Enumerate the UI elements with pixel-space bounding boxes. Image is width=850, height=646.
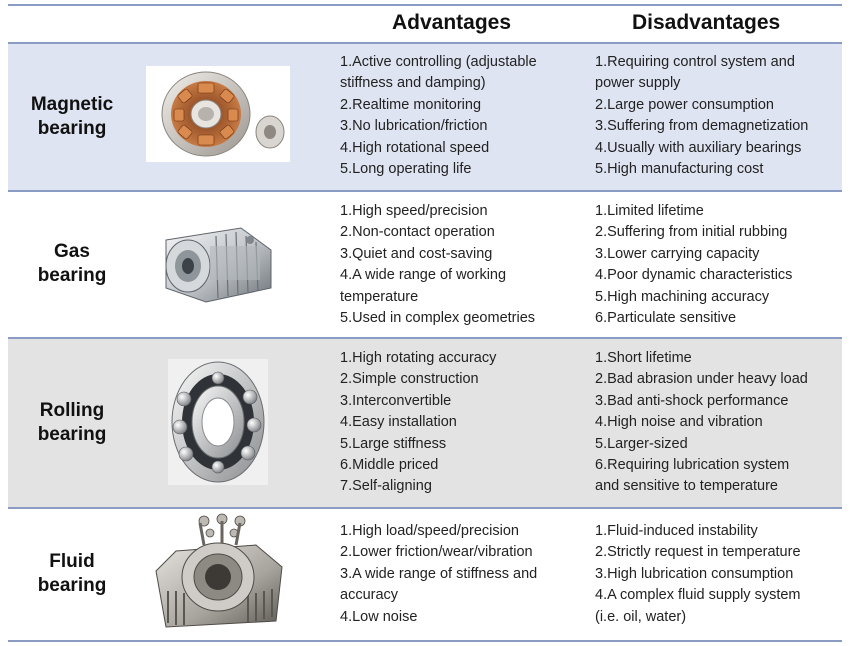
list-item: 6.Particulate sensitive: [595, 310, 737, 327]
list-item: 1.Limited lifetime: [595, 203, 704, 219]
list-item: 2.Large power consumption: [595, 96, 774, 113]
list-item: temperature: [340, 288, 419, 305]
list-item: 7.Self-aligning: [340, 478, 432, 495]
advantages-list: [340, 521, 590, 628]
list-item: 4.High rotational speed: [340, 139, 490, 156]
list-item: 5.Larger-sized: [595, 435, 688, 452]
list-item: 6.Requiring lubrication system: [595, 457, 790, 474]
list-item: 3.No lubrication/friction: [340, 118, 488, 135]
list-item: 2.Suffering from initial rubbing: [595, 224, 788, 241]
list-item: power supply: [595, 75, 681, 92]
list-item: 4.A wide range of working: [340, 267, 507, 284]
disadvantages-list: [595, 201, 845, 329]
list-item: 2.Strictly request in temperature: [595, 544, 801, 561]
rolling-bearing-image: [146, 359, 290, 485]
table-header: [0, 6, 850, 42]
list-item: 2.Realtime monitoring: [340, 96, 482, 113]
list-item: 3.A wide range of stiffness and: [340, 565, 538, 582]
list-item: 3.High lubrication consumption: [595, 565, 794, 582]
table-row-rolling: [8, 339, 842, 507]
list-item: 5.Long operating life: [340, 161, 472, 178]
list-item: 4.Low noise: [340, 608, 418, 625]
list-item: 4.High noise and vibration: [595, 414, 763, 431]
list-item: 2.Bad abrasion under heavy load: [595, 371, 808, 388]
row-name-line2: bearing: [37, 265, 107, 286]
list-item: 4.Easy installation: [340, 414, 457, 431]
list-item: 1.Short lifetime: [595, 350, 692, 366]
list-item: 5.Large stiffness: [340, 435, 447, 452]
list-item: 4.Usually with auxiliary bearings: [595, 139, 802, 156]
header-disadvantages: Disadvantages: [632, 11, 781, 34]
row-name-line1: Gas: [54, 241, 90, 262]
fluid-bearing-image: [146, 511, 290, 637]
list-item: and sensitive to temperature: [595, 478, 778, 495]
table-row-gas: [8, 192, 842, 337]
list-item: 1.High rotating accuracy: [340, 350, 497, 366]
list-item: accuracy: [340, 587, 399, 604]
list-item: 1.Requiring control system and: [595, 54, 795, 70]
list-item: 5.High machining accuracy: [595, 288, 770, 305]
header-advantages: Advantages: [392, 11, 512, 34]
table-row-magnetic: [8, 44, 842, 190]
list-item: 3.Interconvertible: [340, 392, 452, 409]
magnetic-bearing-image: [146, 66, 290, 162]
advantages-list: [340, 348, 590, 498]
list-item: 4.Poor dynamic characteristics: [595, 267, 793, 284]
row-name: [8, 93, 136, 141]
list-item: 4.A complex fluid supply system: [595, 587, 801, 604]
list-item: 2.Non-contact operation: [340, 224, 495, 241]
row-name-line1: Fluid: [49, 551, 95, 572]
list-item: 3.Bad anti-shock performance: [595, 392, 789, 409]
row-name-line2: bearing: [37, 118, 107, 139]
list-item: (i.e. oil, water): [595, 608, 687, 625]
row-name: [8, 399, 136, 447]
table-row-fluid: [8, 509, 842, 640]
bottom-rule: [8, 640, 842, 642]
list-item: 1.High load/speed/precision: [340, 523, 519, 539]
advantages-list: [340, 201, 590, 329]
list-item: 5.High manufacturing cost: [595, 161, 764, 178]
row-name: [8, 550, 136, 598]
row-name-line1: Rolling: [39, 400, 105, 421]
list-item: 2.Simple construction: [340, 371, 479, 388]
list-item: 6.Middle priced: [340, 457, 439, 474]
disadvantages-list: [595, 52, 845, 180]
list-item: 1.Active controlling (adjustable: [340, 54, 537, 70]
list-item: 3.Lower carrying capacity: [595, 245, 760, 262]
list-item: 1.High speed/precision: [340, 203, 488, 219]
row-name-line2: bearing: [37, 424, 107, 445]
list-item: 3.Suffering from demagnetization: [595, 118, 809, 135]
list-item: 1.Fluid-induced instability: [595, 523, 758, 539]
disadvantages-list: [595, 348, 845, 498]
row-name-line1: Magnetic: [30, 94, 114, 115]
advantages-list: [340, 52, 590, 180]
list-item: 2.Lower friction/wear/vibration: [340, 544, 533, 561]
row-name-line2: bearing: [37, 575, 107, 596]
row-name: [8, 240, 136, 288]
disadvantages-list: [595, 521, 845, 628]
gas-bearing-image: [146, 210, 290, 312]
list-item: stiffness and damping): [340, 75, 486, 92]
list-item: 5.Used in complex geometries: [340, 310, 536, 327]
list-item: 3.Quiet and cost-saving: [340, 245, 493, 262]
